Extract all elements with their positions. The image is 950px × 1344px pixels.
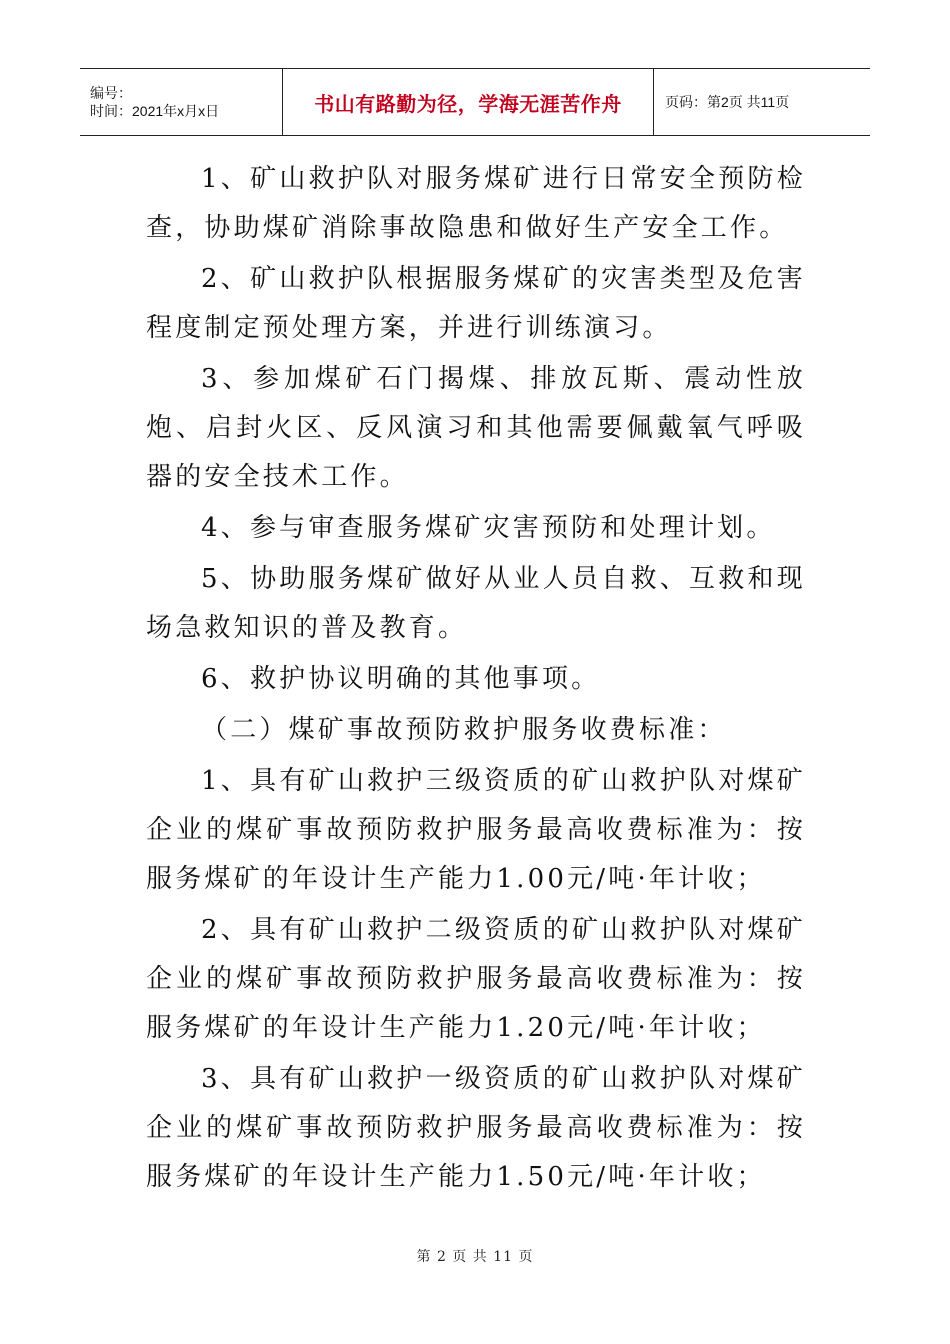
paragraph: 5、协助服务煤矿做好从业人员自救、互救和现场急救知识的普及教育。 [146,564,806,643]
motto-text: 书山有路勤为径，学海无涯苦作舟 [314,93,622,116]
paragraph: 4、参与审查服务煤矿灾害预防和处理计划。 [201,513,776,543]
document-body [146,155,806,1204]
header-page-info [654,69,870,135]
paragraph: 3、具有矿山救护一级资质的矿山救护队对煤矿企业的煤矿事故预防救护服务最高收费标准为：按服务煤矿的年设计生产能力1.50元/吨·年计收； [146,1064,806,1192]
paragraph: 1、具有矿山救护三级资质的矿山救护队对煤矿企业的煤矿事故预防救护服务最高收费标准为：按服务煤矿的年设计生产能力1.00元/吨·年计收； [146,766,806,894]
page-info-text: 页码：第2页 共11页 [665,94,790,110]
document-number-label: 编号： [90,85,132,101]
page-footer [0,1246,950,1266]
paragraph: 1、矿山救护队对服务煤矿进行日常安全预防检查，协助煤矿消除事故隐患和做好生产安全工作。 [146,164,806,243]
paragraph: 2、矿山救护队根据服务煤矿的灾害类型及危害程度制定预处理方案，并进行训练演习。 [146,264,806,343]
section-heading: （二）煤矿事故预防救护服务收费标准： [201,715,727,745]
paragraph: 2、具有矿山救护二级资质的矿山救护队对煤矿企业的煤矿事故预防救护服务最高收费标准为：按服务煤矿的年设计生产能力1.20元/吨·年计收； [146,915,806,1043]
paragraph: 3、参加煤矿石门揭煤、排放瓦斯、震动性放炮、启封火区、反风演习和其他需要佩戴氧气呼吸器的安全技术工作。 [146,364,806,492]
footer-page-number: 第 2 页 共 11 页 [416,1249,534,1265]
header-motto [283,69,654,135]
document-time-label: 时间：2021年x月x日 [90,103,220,119]
page-header [80,68,870,136]
header-meta [80,69,283,135]
paragraph: 6、救护协议明确的其他事项。 [201,664,601,694]
